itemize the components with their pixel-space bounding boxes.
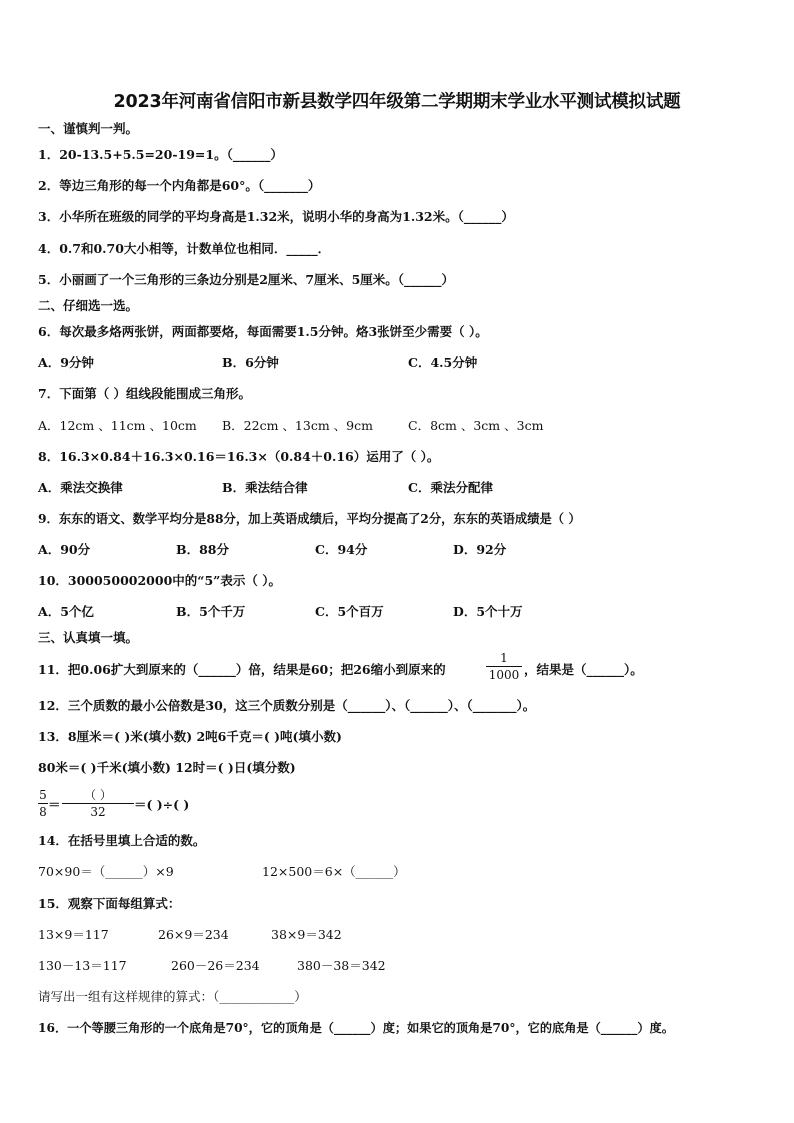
q6-option-b: B．6分钟 — [222, 355, 279, 370]
q6-option-a: A．9分钟 — [38, 355, 94, 370]
q8-option-b: B．乘法结合律 — [222, 480, 308, 495]
question-11-part-b: ，结果是（______）。 — [524, 662, 643, 677]
question-14: 14．在括号里填上合适的数。 — [38, 833, 206, 848]
q14-item-b: 12×500＝6×（______） — [262, 864, 406, 879]
q8-option-a: A．乘法交换律 — [38, 480, 123, 495]
q15-row1-item-2: 26×9＝234 — [158, 927, 229, 942]
fraction-bar — [38, 803, 48, 804]
q15-row1-item-1: 13×9＝117 — [38, 927, 109, 942]
q15-row2-item-3: 380－38＝342 — [297, 958, 386, 973]
q10-option-c: C．5个百万 — [315, 604, 384, 619]
question-12: 12．三个质数的最小公倍数是30，这三个质数分别是（______）、（______）、（_______）。 — [38, 698, 536, 713]
q10-option-b: B．5个千万 — [176, 604, 246, 619]
q13-fraction-1-numerator: 5 — [39, 788, 47, 802]
q13-equals: ＝ — [48, 797, 61, 812]
q13-fraction-2 — [62, 788, 134, 819]
q13-fraction-2-denominator: 32 — [90, 805, 106, 819]
question-3: 3．小华所在班级的同学的平均身高是1.32米，说明小华的身高为1.32米。（______） — [38, 209, 514, 224]
q15-row2-item-1: 130－13＝117 — [38, 958, 127, 973]
q9-option-c: C．94分 — [315, 542, 368, 557]
section-heading-1: 一、谨慎判一判。 — [38, 121, 139, 136]
question-8: 8．16.3×0.84＋16.3×0.16＝16.3×（0.84＋0.16）运用了（ ）。 — [38, 449, 440, 464]
page-title: 2023年河南省信阳市新县数学四年级第二学期期末学业水平测试模拟试题 — [113, 92, 681, 112]
q10-option-d: D．5个十万 — [453, 604, 523, 619]
fraction-bar — [486, 666, 522, 667]
question-6: 6．每次最多烙两张饼，两面都要烙，每面需要1.5分钟。烙3张饼至少需要（ ）。 — [38, 324, 488, 339]
question-10: 10．300050002000中的“5”表示（ ）。 — [38, 573, 281, 588]
question-11-part-a: 11．把0.06扩大到原来的（______）倍，结果是60；把26缩小到原来的 — [38, 662, 446, 677]
q7-option-b: B．22cm 、13cm 、9cm — [222, 418, 373, 433]
question-13-line-1: 13．8厘米＝( )米(填小数) 2吨6千克＝( )吨(填小数) — [38, 729, 342, 744]
q11-fraction-denominator: 1000 — [488, 668, 520, 682]
q8-option-c: C．乘法分配律 — [408, 480, 493, 495]
q13-fraction-2-numerator: （ ） — [84, 788, 112, 802]
fraction-bar — [62, 803, 134, 804]
question-5: 5．小丽画了一个三角形的三条边分别是2厘米、7厘米、5厘米。（______） — [38, 272, 455, 287]
q14-item-a: 70×90＝（______）×9 — [38, 864, 174, 879]
question-1: 1．20-13.5+5.5=20-19=1。（______） — [38, 147, 283, 162]
q13-line-3-tail: ＝( )÷( ) — [134, 797, 190, 812]
q6-option-c: C．4.5分钟 — [408, 355, 478, 370]
q9-option-a: A．90分 — [38, 542, 91, 557]
question-16: 16．一个等腰三角形的一个底角是70°，它的顶角是（______）度；如果它的顶角是70°，它的底角是（______）度。 — [38, 1021, 674, 1035]
section-heading-3: 三、认真填一填。 — [38, 630, 139, 645]
q13-fraction-1-denominator: 8 — [39, 805, 47, 819]
question-4: 4．0.7和0.70大小相等，计数单位也相同．_____． — [38, 241, 331, 256]
q7-option-c: C．8cm 、3cm 、3cm — [408, 418, 544, 433]
q9-option-b: B．88分 — [176, 542, 229, 557]
question-7: 7．下面第（ ）组线段能围成三角形。 — [38, 386, 252, 401]
q7-option-a: A．12cm 、11cm 、10cm — [38, 418, 197, 433]
section-heading-2: 二、仔细选一选。 — [38, 298, 139, 313]
q10-option-a: A．5个亿 — [38, 604, 94, 619]
q11-fraction — [486, 651, 522, 682]
question-13-line-2: 80米＝( )千米(填小数) 12时＝( )日(填分数) — [38, 760, 296, 775]
q11-fraction-numerator: 1 — [500, 651, 508, 665]
q15-row2-item-2: 260－26＝234 — [171, 958, 260, 973]
question-2: 2．等边三角形的每一个内角都是60°。（_______） — [38, 178, 321, 193]
q15-ask: 请写出一组有这样规律的算式：（____________） — [38, 989, 307, 1004]
q13-fraction-1 — [38, 788, 48, 819]
question-9: 9．东东的语文、数学平均分是88分，加上英语成绩后，平均分提高了2分，东东的英语成绩是（ ） — [38, 511, 581, 526]
question-15: 15．观察下面每组算式： — [38, 896, 181, 911]
q15-row1-item-3: 38×9＝342 — [271, 927, 342, 942]
q9-option-d: D．92分 — [453, 542, 507, 557]
